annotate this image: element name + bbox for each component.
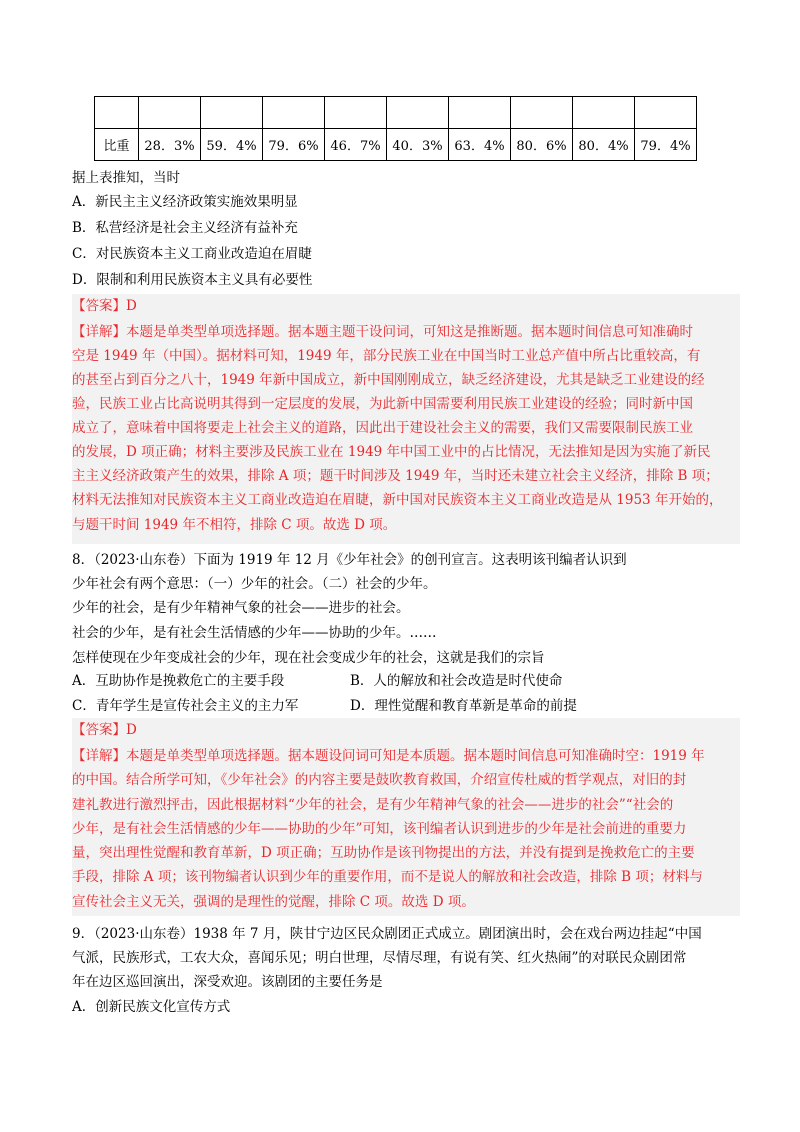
question-stem: 年在边区巡回演出，深受欢迎。该剧团的主要任务是 [72, 974, 383, 990]
option-c: C．青年学生是宣传社会主义的主力军 [72, 698, 299, 714]
table-cell: 80．4% [573, 129, 635, 161]
quote-line: 社会的少年，是有社会生活情感的少年——协助的少年。…… [72, 625, 437, 641]
explanation-line: 【详解】本题是单类型单项选择题。据本题主题干设问词，可知这是推断题。据本题时间信息可知准确时 [72, 324, 693, 340]
quote-line: 少年的社会，是有少年精神气象的社会——进步的社会。 [72, 600, 410, 616]
table-cell [263, 97, 325, 129]
explanation-line: 【详解】本题是单类型单项选择题。据本题设问词可知是本质题。据本题时间信息可知准确时空：1919 年 [72, 748, 705, 764]
option-c: C．对民族资本主义工商业改造迫在眉睫 [72, 246, 312, 262]
question-stem: 气派，民族形式，工农大众，喜闻乐见；明白世理，尽情尽理，有说有笑、红火热闹”的对联民众剧团常 [72, 950, 687, 966]
explanation-line: 与题干时间 1949 年不相符，排除 C 项。故选 D 项。 [72, 517, 397, 533]
answer-label: 【答案】D [72, 722, 137, 738]
option-b: B．私营经济是社会主义经济有益补充 [72, 220, 298, 236]
explanation-line: 少年，是有社会生活情感的少年——协助的少年”可知，该刊编者认识到进步的少年是社会前进的重要力 [72, 821, 687, 837]
option-d: D．理性觉醒和教育革新是革命的前提 [350, 698, 577, 714]
explanation-line: 的甚至占到百分之八十，1949 年新中国成立，新中国刚刚成立，缺乏经济建设，尤其是缺乏工业建设的经 [72, 372, 705, 388]
table-cell: 79．6% [263, 129, 325, 161]
question-stem: 9．（2023·山东卷）1938 年 7 月，陕甘宁边区民众剧团正式成立。剧团演出时，会在戏台两边挂起“中国 [72, 926, 702, 942]
table-cell [387, 97, 449, 129]
option-a: A．互助协作是挽救危亡的主要手段 [72, 673, 285, 689]
table-row-proportion [95, 129, 697, 161]
table-cell: 59．4% [201, 129, 263, 161]
table-cell [139, 97, 201, 129]
table-cell [325, 97, 387, 129]
option-d: D．限制和利用民族资本主义具有必要性 [72, 272, 313, 288]
option-b: B．人的解放和社会改造是时代使命 [350, 673, 563, 689]
table-row-empty [95, 97, 697, 129]
table-cell: 40．3% [387, 129, 449, 161]
answer-block [72, 294, 740, 544]
explanation-line: 的发展，D 项正确；材料主要涉及民族工业在 1949 年中国工业中的占比情况，无法推知是因为实施了新民 [72, 444, 711, 460]
explanation-line: 主主义经济政策产生的效果，排除 A 项；题干时间涉及 1949 年，当时还未建立社会主义经济，排除 B 项； [72, 468, 719, 484]
table-cell [635, 97, 697, 129]
table-cell: 80．6% [511, 129, 573, 161]
explanation-line: 验，民族工业占比高说明其得到一定层度的发展，为此新中国需要利用民族工业建设的经验；同时新中国 [72, 396, 693, 412]
question-stem: 8．（2023·山东卷）下面为 1919 年 12 月《少年社会》的创刊宣言。这表明该刊编者认识到 [72, 552, 627, 568]
table-cell [95, 97, 139, 129]
quote-line: 怎样使现在少年变成社会的少年，现在社会变成少年的社会，这就是我们的宗旨 [72, 650, 545, 666]
table-cell [449, 97, 511, 129]
table-cell [511, 97, 573, 129]
table-cell [573, 97, 635, 129]
quote-line: 少年社会有两个意思：（一）少年的社会。（二）社会的少年。 [72, 576, 437, 592]
table-cell: 79．4% [635, 129, 697, 161]
explanation-line: 建礼教进行激烈抨击，因此根据材料“少年的社会，是有少年精神气象的社会——进步的社会”“社会的 [72, 797, 674, 813]
explanation-line: 的中国。结合所学可知，《少年社会》的内容主要是鼓吹教育救国，介绍宣传杜威的哲学观点，对旧的封 [72, 772, 687, 788]
explanation-line: 量，突出理性觉醒和教育革新，D 项正确；互助协作是该刊物提出的方法，并没有提到是挽救危亡的主要 [72, 845, 695, 861]
explanation-line: 手段，排除 A 项；该刊物编者认识到少年的重要作用，而不是说人的解放和社会改造，排除 B 项；材料与 [72, 869, 703, 885]
row-label: 比重 [95, 129, 139, 161]
explanation-line: 空是 1949 年（中国）。据材料可知，1949 年，部分民族工业在中国当时工业总产值中所占比重较高，有 [72, 348, 701, 364]
option-a: A．新民主主义经济政策实施效果明显 [72, 194, 298, 210]
explanation-line: 材料无法推知对民族资本主义工商业改造迫在眉睫，新中国对民族资本主义工商业改造是从 1953 年开始的， [72, 492, 723, 508]
table-cell: 28．3% [139, 129, 201, 161]
answer-block [72, 718, 740, 916]
explanation-line: 成立了，意味着中国将要走上社会主义的道路，因此出于建设社会主义的需要，我们又需要限制民族工业 [72, 420, 693, 436]
data-table [94, 96, 697, 161]
explanation-line: 宣传社会主义无关，强调的是理性的觉醒，排除 C 项。故选 D 项。 [72, 894, 475, 910]
table-cell: 46．7% [325, 129, 387, 161]
table-cell: 63．4% [449, 129, 511, 161]
answer-label: 【答案】D [72, 298, 137, 314]
table-cell [201, 97, 263, 129]
question-stem: 据上表推知，当时 [72, 170, 180, 186]
option-a: A．创新民族文化宣传方式 [72, 999, 231, 1015]
